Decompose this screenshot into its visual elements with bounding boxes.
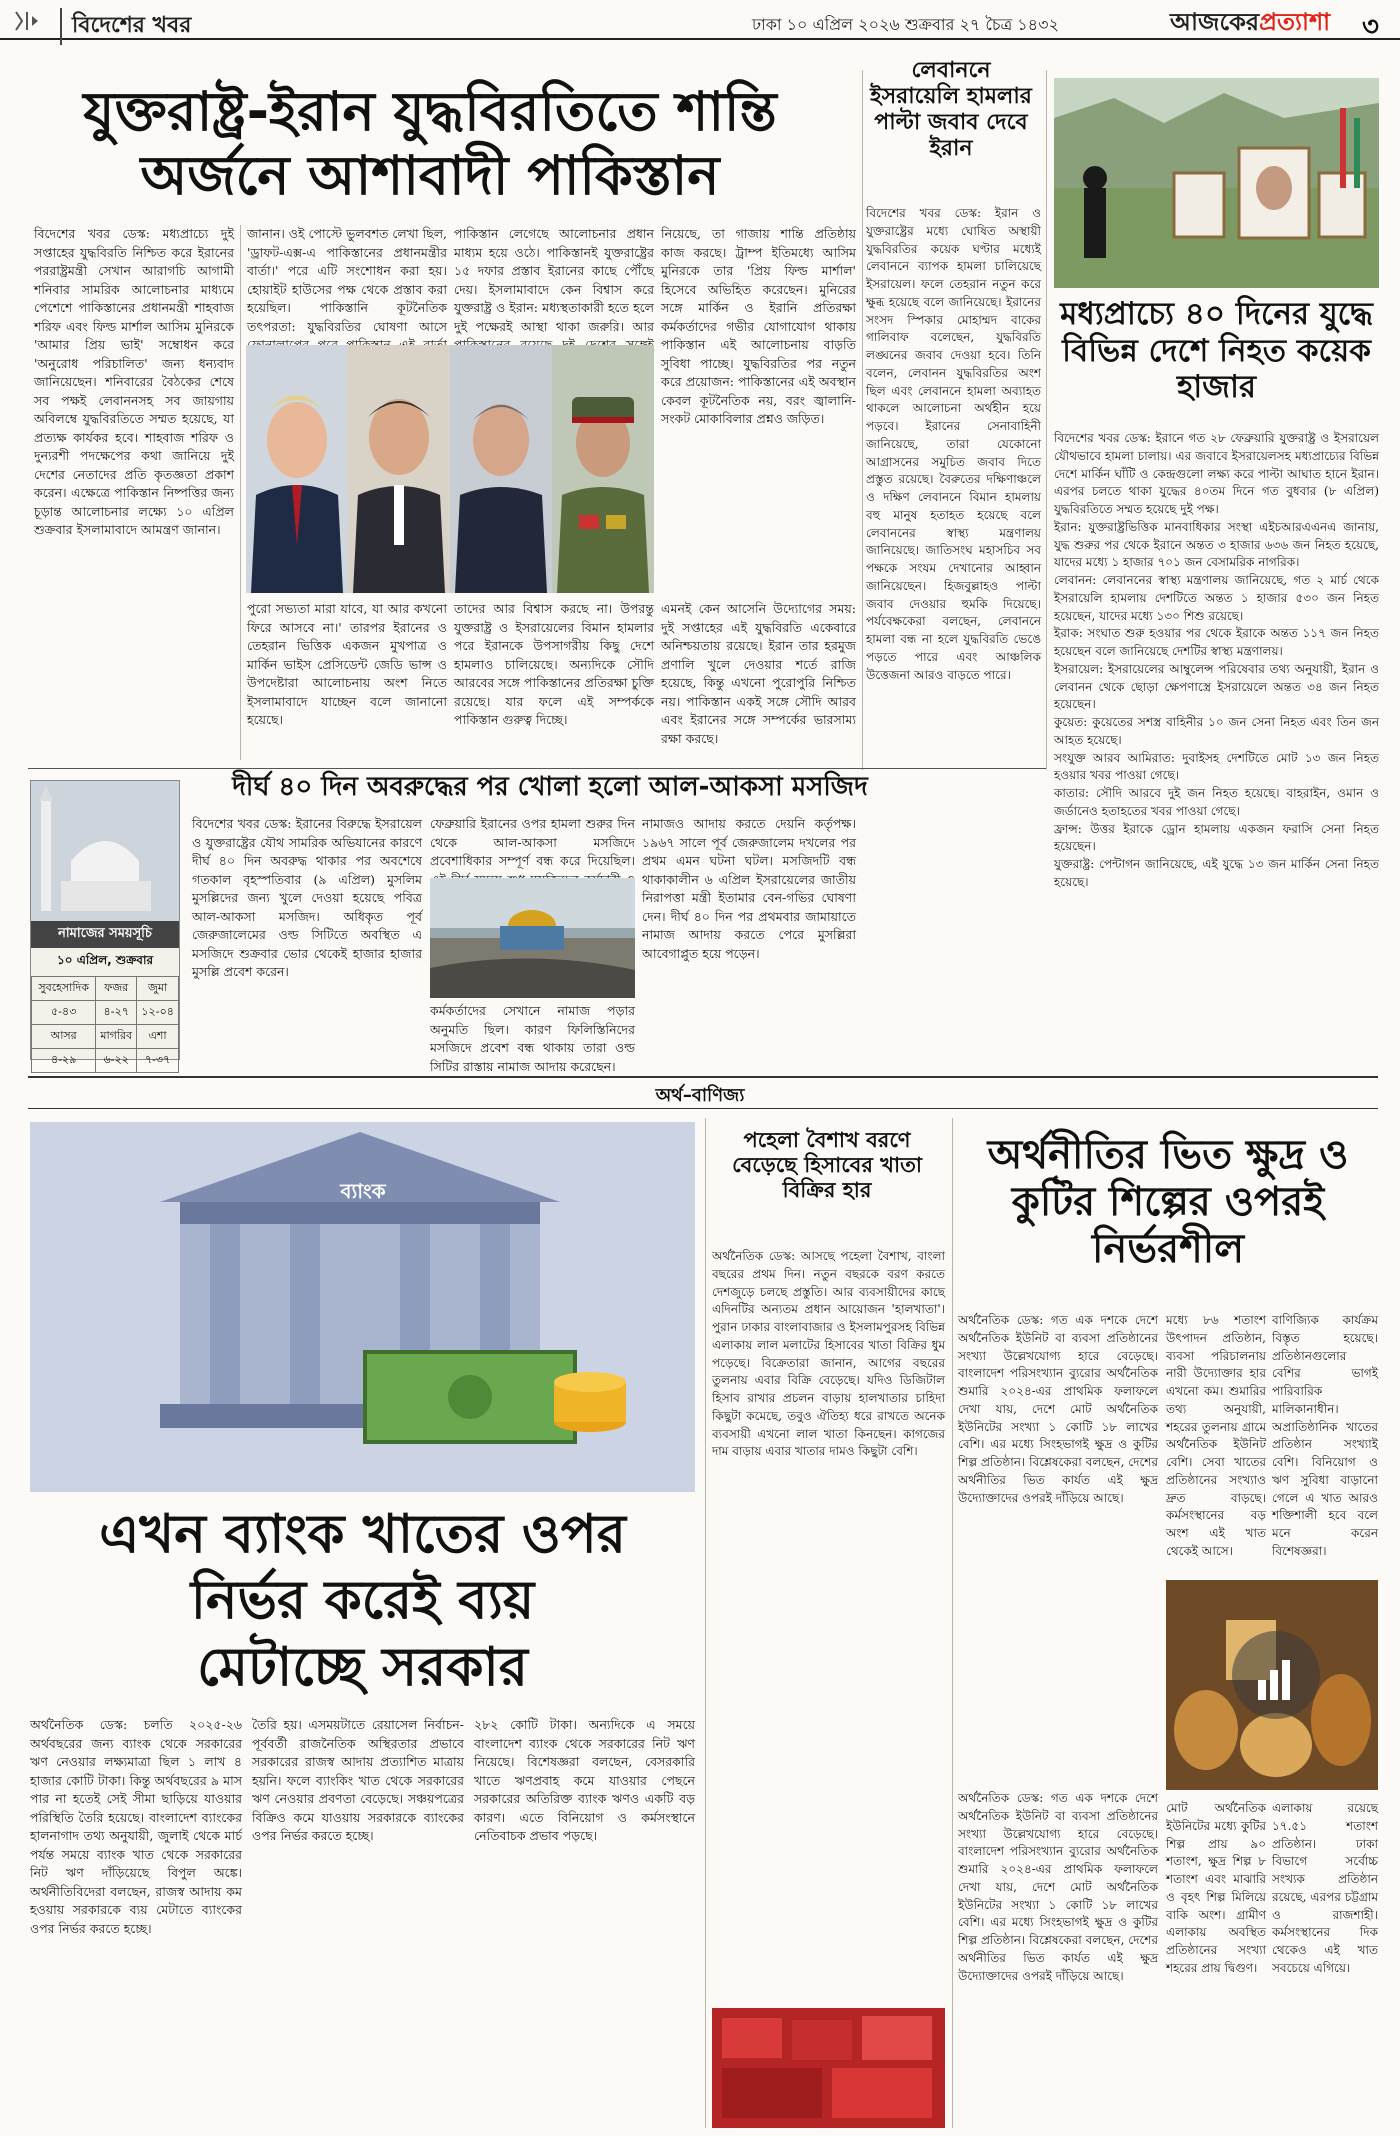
lebanon-headline: লেবাননে ইসরায়েলি হামলার পাল্টা জবাব দেবে ইরান (870, 58, 1032, 161)
prayer-box (30, 780, 180, 1066)
cottage-lower-2: এলাকায় রয়েছে ১৭.৫১ শতাংশ প্রতিষ্ঠান। ঢাকা বিভাগে সর্বোচ্চ সংখ্যক প্রতিষ্ঠান রয়েছে, এরপর চট্টগ্রাম ও রাজশাহী। কর্মসংস্থানের দিক থেকেও এই খাত সবচেয়ে এগিয়ে। (1272, 1801, 1378, 1975)
prayer-title: নামাজের সময়সূচি (31, 921, 179, 948)
ledger-photo (712, 2008, 945, 2128)
war-dead-body (1054, 430, 1379, 1015)
main-col-4: নিয়েছে, তা গাজায় শান্তি প্রতিষ্ঠায় কাজ করছে। ট্রাম্প ইতিমধ্যে আসিম মুনিরকে তার 'প্রিয় ফিল্ড মার্শাল' হিসেবে অভিহিত করেছেন। মুনিরের সঙ্গে মার্কিন ও ইরানি প্রতিরক্ষা কর্মকর্তাদের গভীর যোগাযোগ থাকায় পাকিস্তান এই আলোচনায় বাড়তি সুবিধা পাচ্ছে। যুদ্ধবিরতির পর নতুন করে প্রয়োজন: পাকিস্তানের এই অবস্থান কেবল কূটনৈতিক নয়, বরং জ্বালানি-সংকট মোকাবিলার প্রশ্নও জড়িত। (661, 226, 856, 426)
leaders-photo (246, 345, 654, 593)
cottage-col-3: বাণিজ্যিক কার্যক্রম বিস্তৃত হয়েছে। প্রতিষ্ঠানগুলোর বেশির ভাগই পারিবারিক মালিকানাধীন। অপ্রাতিষ্ঠানিক খাতের প্রতিষ্ঠান সংখ্যাই বেশি। বিনিয়োগ ও ঋণ সুবিধা বাড়ানো গেলে এ খাত আরও শক্তিশালী হবে বলে মনে করেন বিশেষজ্ঞরা। (1272, 1313, 1378, 1558)
economy-section-label: অর্থ–বাণিজ্য (655, 1085, 745, 1106)
aqsa-photo (430, 878, 635, 998)
cottage-col-1: অর্থনৈতিক ডেস্ক: গত এক দশকে দেশে অর্থনৈতিক ইউনিট বা ব্যবসা প্রতিষ্ঠানের সংখ্যা উল্লেখযোগ্য হারে বেড়েছে। বাংলাদেশ পরিসংখ্যান ব্যুরোর অর্থনৈতিক শুমারি ২০২৪-এর প্রাথমিক ফলাফলে দেখা যায়, দেশে মোট অর্থনৈতিক ইউনিটের সংখ্যা ১ কোটি ১৮ লাখের বেশি। এর মধ্যে সিংহভাগই ক্ষুদ্র ও কুটির শিল্প প্রতিষ্ঠান। বিশ্লেষকেরা বলছেন, দেশের অর্থনীতির ভিত কার্যত এই ক্ষুদ্র উদ্যোক্তাদের ওপরই দাঁড়িয়ে আছে। (958, 1313, 1158, 1505)
page-number: ৩ (1362, 12, 1379, 42)
war-dead-line: বিদেশের খবর ডেস্ক: ইরানে গত ২৮ ফেব্রুয়ারি যুক্তরাষ্ট্র ও ইসরায়েল যৌথভাবে হামলা চালায়। এর জবাবে ইসরায়েলসহ মধ্যপ্রাচ্যের বিভিন্ন দেশে মার্কিন ঘাঁটি ও কেন্দ্রগুলো লক্ষ্য করে পাল্টা আঘাত হানে ইরান। এরপর চলতে থাকা যুদ্ধের ৪০তম দিনে গত বুধবার (৮ এপ্রিল) যুদ্ধবিরতিতে সম্মত হয়েছে দুই পক্ষ। (1054, 431, 1379, 516)
war-dead-line: ফ্রান্স: উত্তর ইরাকে ড্রোন হামলায় একজন ফরাসি সেনা নিহত হয়েছেন। (1054, 821, 1379, 854)
lebanon-body: বিদেশের খবর ডেস্ক: ইরান ও যুক্তরাষ্ট্রের মধ্যে ঘোষিত অস্থায়ী যুদ্ধবিরতির কয়েক ঘণ্টার মধ্যেই লেবাননে ব্যাপক হামলা চালিয়েছে ইসরায়েল। ফলে তেহরান নতুন করে ক্ষুব্ধ হয়েছে বলে জানিয়েছে। ইরানের সংসদ স্পিকার মোহাম্মদ বাকের গালিবাফ বলেছেন, যুদ্ধবিরতি লঙ্ঘনের জবাব দেওয়া হবে। তিনি বলেন, লেবানন যুদ্ধবিরতির অংশ ছিল এবং লেবাননে হামলা অব্যাহত থাকলে আলোচনা অর্থহীন হয়ে পড়বে। ইরানের সেনাবাহিনী জানিয়েছে, তারা যেকোনো আগ্রাসনের সমুচিত জবাব দিতে প্রস্তুত রয়েছে। বৈরুতের দক্ষিণাঞ্চলে ও দক্ষিণ লেবাননে বিমান হামলায় বহু মানুষ হতাহত হয়েছে বলে লেবাননের স্বাস্থ্য মন্ত্রণালয় জানিয়েছে। জাতিসংঘ মহাসচিব সব পক্ষকে সংযম দেখানোর আহ্বান জানিয়েছেন। হিজবুল্লাহও পাল্টা জবাব দেওয়ার হুমকি দিয়েছে। পর্যবেক্ষকেরা বলছেন, লেবাননে হামলা বন্ধ না হলে যুদ্ধবিরতি ভেঙে পড়তে পারে এবং আঞ্চলিক উত্তেজনা আরও বাড়তে পারে। (866, 206, 1041, 682)
bank-col-2: তৈরি হয়। এসময়টাতে রেয়াসেল নির্বাচন-পূর্ববর্তী রাজনৈতিক অস্থিরতার প্রভাবে সরকারের রাজস্ব আদায় প্রত্যাশিত মাত্রায় হয়নি। ফলে ব্যাংকিং খাত থেকে সরকারের ঋণ নেওয়ার প্রবণতা বেড়েছে। সঞ্চয়পত্রের বিক্রিও কমে যাওয়ায় সরকারকে ব্যাংকের ওপর নির্ভর করতে হচ্ছে। (252, 1717, 464, 1843)
war-dead-line: যুক্তরাষ্ট্র: পেন্টাগন জানিয়েছে, এই যুদ্ধে ১৩ জন মার্কিন সেনা নিহত হয়েছে। (1054, 857, 1379, 889)
main-lower-col-2: তাদের আর বিশ্বাস করছে না। উপরন্তু যুক্তরাষ্ট্র ও ইসরায়েলের বিমান হামলার পরে ইরানকে উপসাগরীয় কিছু দেশে হামলাও চালিয়েছে। অন্যদিকে সৌদি আরবের সঙ্গে পাকিস্তানের প্রতিরক্ষা চুক্তি রয়েছে। যার ফলে এই সম্পর্ককে পাকিস্তান গুরুত্ব দিচ্ছে। (454, 601, 654, 727)
aqsa-col-3: নামাজও আদায় করতে দেয়নি কর্তৃপক্ষ। ১৯৬৭ সালে পূর্ব জেরুজালেম দখলের পর প্রথম এমন ঘটনা ঘটল। মসজিদটি বন্ধ থাকাকালীন ৬ এপ্রিল ইসরায়েলের জাতীয় নিরাপত্তা মন্ত্রী ইতামার বেন-গভির ঘোষণা দেন। দীর্ঘ ৪০ দিন পর প্রথমবার জামায়াতে নামাজ আদায় করতে পেরে মুসল্লিরা আবেগাপ্লুত হয়ে পড়েন। (642, 816, 856, 961)
boishakh-body: অর্থনৈতিক ডেস্ক: আসছে পহেলা বৈশাখ, বাংলা বছরের প্রথম দিন। নতুন বছরকে বরণ করতে দেশজুড়ে চলছে প্রস্তুতি। আর ব্যবসায়ীদের কাছে এদিনটির অন্যতম প্রধান আয়োজন 'হালখাতা'। পুরান ঢাকার বাংলাবাজার ও ইসলামপুরসহ বিভিন্ন এলাকায় লাল মলাটের হিসাবের খাতা বিক্রির ধুম পড়েছে। বিক্রেতারা জানান, আগের বছরের তুলনায় এবার বিক্রি বেড়েছে। যদিও ডিজিটাল হিসাব রাখার প্রচলন বাড়ায় হালখাতার চাহিদা কিছুটা কমেছে, তবুও ঐতিহ্য ধরে রাখতে অনেক ব্যবসায়ী এখনো লাল খাতা কিনছেন। কাগজের দাম বাড়ায় এবার খাতার দামও কিছুটা বেশি। (712, 1249, 945, 1459)
page-corner-icon (14, 10, 44, 32)
boishakh-headline: পহেলা বৈশাখ বরণে বেড়েছে হিসাবের খাতা বিক্রির হার (732, 1128, 922, 1202)
section-title: বিদেশের খবর (60, 8, 191, 45)
main-col-2: জানান। ওই পোস্টে ভুলবশত লেখা ছিল, 'ড্রাফট-এক্স-এ পাকিস্তানের প্রধানমন্ত্রীর বার্তা।' পরে এটি সংশোধন করা হয়। হোয়াইট হাউসের পক্ষ থেকে প্রস্তাব করা হয়েছিল। পাকিস্তানি কূটনৈতিক তৎপরতা: যুদ্ধবিরতির ঘোষণা আসে (247, 226, 447, 334)
dateline: ঢাকা ১০ এপ্রিল ২০২৬ শুক্রবার ২৭ চৈত্র ১৪৩২ (752, 15, 1059, 34)
cottage-col-2: মধ্যে ৮৬ শতাংশ উৎপাদন প্রতিষ্ঠান, ব্যবসা পরিচালনায় নারী উদ্যোক্তার হার এখনো কম। শুমারির তথ্য অনুযায়ী, শহরের তুলনায় গ্রামে অর্থনৈতিক ইউনিট বেশি। সেবা খাতের প্রতিষ্ঠানের সংখ্যাও দ্রুত বাড়ছে। কর্মসংস্থানের বড় অংশ এই খাত থেকেই আসে। (1166, 1313, 1266, 1558)
main-headline: যুক্তরাষ্ট্র-ইরান যুদ্ধবিরতিতে শান্তি অর্জনে আশাবাদী পাকিস্তান (83, 80, 777, 207)
mosque-icon (31, 781, 179, 921)
main-col-3: পাকিস্তান লেগেছে আলোচনার প্রধান মাধ্যম হয়ে ওঠে। পাকিস্তানই যুক্তরাষ্ট্রের ১৫ দফার প্রস্তাব ইরানের কাছে পৌঁছে দেয়। ইসলামাবাদে কেন বিশ্বাস করে যুক্তরাষ্ট্র ও ইরান: মধ্যস্থতাকারী হতে হলে দুই পক্ষেরই আস্থা থাকা জরুরি। আর (454, 226, 654, 334)
main-lower-col-3: এমনই কেন আসেনি উদ্যোগের সময়: দুই সপ্তাহের এই যুদ্ধবিরতি একেবারে অনিশ্চয়তায় রয়েছে। ইরান তার হরমুজ প্রণালি খুলে দেওয়ার শর্তে রাজি হয়েছে, কিন্তু এখনো পুরোপুরি নিশ্চিত নয়। পাকিস্তান একই সঙ্গে সৌদি আরব এবং ইরানের সঙ্গে সম্পর্কের ভারসাম্য রক্ষা করছে। (661, 601, 856, 746)
cottage-col-1b: অর্থনৈতিক ডেস্ক: গত এক দশকে দেশে অর্থনৈতিক ইউনিট বা ব্যবসা প্রতিষ্ঠানের সংখ্যা উল্লেখযোগ্য হারে বেড়েছে। বাংলাদেশ পরিসংখ্যান ব্যুরোর অর্থনৈতিক শুমারি ২০২৪-এর প্রাথমিক ফলাফলে দেখা যায়, দেশে মোট অর্থনৈতিক ইউনিটের সংখ্যা ১ কোটি ১৮ লাখের বেশি। এর মধ্যে সিংহভাগই ক্ষুদ্র ও কুটির শিল্প প্রতিষ্ঠান। বিশ্লেষকেরা বলছেন, দেশের অর্থনীতির ভিত কার্যত এই ক্ষুদ্র উদ্যোক্তাদের ওপরই দাঁড়িয়ে আছে। (958, 1791, 1158, 1983)
war-dead-line: কাতার: সৌদি আরবে দুই জন নিহত হয়েছে। বাহরাইন, ওমান ও জর্ডানেও হতাহতের খবর পাওয়া গেছে। (1054, 786, 1379, 818)
page-header (0, 0, 1400, 40)
war-dead-line: লেবানন: লেবাননের স্বাস্থ্য মন্ত্রণালয় জানিয়েছে, গত ২ মার্চ থেকে ইসরায়েলি হামলায় দেশটিতে অন্তত ১ হাজার ৫৩০ জন নিহত হয়েছেন, যাদের মধ্যে ১৩০ শিশু রয়েছে। (1054, 573, 1379, 623)
war-dead-line: ইসরায়েল: ইসরায়েলের আম্বুলেন্স পরিষেবার তথ্য অনুযায়ী, ইরান ও লেবানন থেকে ছোড়া ক্ষেপণাস্ত্রে ইসরায়েলে অন্তত ৩৪ জন নিহত হয়েছেন। (1054, 661, 1379, 712)
aqsa-headline: দীর্ঘ ৪০ দিন অবরুদ্ধের পর খোলা হলো আল-আকসা মসজিদ (232, 772, 868, 802)
bank-headline: এখন ব্যাংক খাতের ওপর নির্ভর করেই ব্যয় মেটাচ্ছে সরকার (99, 1504, 626, 1698)
cottage-lower-1: মোট অর্থনৈতিক ইউনিটের মধ্যে কুটির শিল্প প্রায় ৯০ শতাংশ, ক্ষুদ্র শিল্প ৮ শতাংশ এবং মাঝারি ও বৃহৎ শিল্প মিলিয়ে বাকি অংশ। গ্রামীণ এলাকায় অবস্থিত প্রতিষ্ঠানের সংখ্যা শহরের প্রায় দ্বিগুণ। (1166, 1801, 1266, 1975)
aqsa-col-1: বিদেশের খবর ডেস্ক: ইরানের বিরুদ্ধে ইসরায়েল ও যুক্তরাষ্ট্রের যৌথ সামরিক অভিযানের কারণে দীর্ঘ ৪০ দিন অবরুদ্ধ থাকার পর অবশেষে গতকাল বৃহস্পতিবার (৯ এপ্রিল) মুসলিম মুসল্লিদের জন্য খুলে দেওয়া হয়েছে পবিত্র আল-আকসা মসজিদ। অধিকৃত পূর্ব জেরুজালেমের ওল্ড সিটিতে অবস্থিত এ মসজিদে শুক্রবার ভোর থেকেই হাজার হাজার মুসল্লি প্রবেশ করেন। (192, 816, 422, 979)
paper-logo: আজকেরপ্রত্যাশা (1170, 8, 1331, 36)
war-dead-headline: মধ্যপ্রাচ্যে ৪০ দিনের যুদ্ধে বিভিন্ন দেশে নিহত কয়েক হাজার (1060, 296, 1373, 406)
war-dead-line: কুয়েত: কুয়েতের সশস্ত্র বাহিনীর ১০ জন সেনা নিহত এবং তিন জন আহত হয়েছে। (1054, 715, 1379, 747)
prayer-table: সুবহেসাদিক ফজর জুমা ৫-৪৩ ৪-২৭ ১২-০৪ আসর মাগরিব এশা ৪-২৯ ৬-২২ ৭-৩৭ (31, 976, 179, 1073)
cottage-headline: অর্থনীতির ভিত ক্ষুদ্র ও কুটির শিল্পের ওপরই নির্ভরশীল (987, 1132, 1349, 1273)
aqsa-lower: কর্মকর্তাদের সেখানে নামাজ পড়ার অনুমতি ছিল। কারণ ফিলিস্তিনিদের মসজিদে প্রবেশ বন্ধ থাকায় তারা ওল্ড সিটির রাস্তায় নামাজ আদায় করেছেন। (430, 1003, 635, 1074)
bank-illustration (30, 1122, 695, 1492)
war-dead-line: ইরান: যুক্তরাষ্ট্রভিত্তিক মানবাধিকার সংস্থা এইচআরএএনএ জানায়, যুদ্ধ শুরুর পর থেকে ইরানে অন্তত ৩ হাজার ৬৩৬ জন নিহত হয়েছে, যাদের মধ্যে ১ হাজার ৭০১ জন বেসামরিক নাগরিক। (1054, 519, 1379, 570)
war-dead-line: সংযুক্ত আরব আমিরাত: দুবাইসহ দেশটিতে মোট ১৩ জন নিহত হওয়ার খবর পাওয়া গেছে। (1054, 750, 1379, 783)
crafts-photo (1166, 1580, 1378, 1790)
main-col-1: বিদেশের খবর ডেস্ক: মধ্যপ্রাচ্যে দুই সপ্তাহের যুদ্ধবিরতি নিশ্চিত করে ইরানের পররাষ্ট্রমন্ত্রী সেখান আরাগচি আগামী শনিবার সামরিক আলোচনার মাধ্যমে পেশেশে পাকিস্তানের প্রধানমন্ত্রী শাহবাজ শরিফ এবং ফিল্ড মার্শাল আসিম মুনিরকে 'আমার প্রিয় ভাই' সম্বোধন করে 'অনুরোধ পরিচালিত' জন্য ধন্যবাদ জানিয়েছেন। শনিবারের বৈঠকের শেষে সব পক্ষই লেবাননসহ সব জায়গায় অবিলম্বে যুদ্ধবিরতিতে সম্মত হয়েছে, যা প্রত্যক্ষ কার্যকর হবে। শাহবাজ শরিফ ও দুন্যরশী পদক্ষেপের কথা জানিয়ে দুই দেশের নেতাদের প্রতি কৃতজ্ঞতা প্রকাশ করেন। এক্ষেত্রে পাকিস্তান নিষ্পত্তির জন্য চূড়ান্ত আলোচনার লক্ষ্যে ১০ এপ্রিল শুক্রবার ইসলামাবাদে আমন্ত্রণ জানান। (34, 226, 234, 537)
bank-col-1: অর্থনৈতিক ডেস্ক: চলতি ২০২৫-২৬ অর্থবছরের জন্য ব্যাংক থেকে সরকারের ঋণ নেওয়ার লক্ষ্যমাত্রা ছিল ১ লাখ ৪ হাজার কোটি টাকা। কিন্তু অর্থবছরের ৯ মাস পার না হতেই সেই সীমা ছাড়িয়ে যাওয়ার পরিস্থিতি তৈরি হয়েছে। বাংলাদেশ ব্যাংকের হালনাগাদ তথ্য অনুযায়ী, জুলাই থেকে মার্চ পর্যন্ত সময়ে ব্যাংক খাত থেকে সরকারের নিট ঋণ দাঁড়িয়েছে বিপুল অঙ্কে। অর্থনীতিবিদেরা বলছেন, রাজস্ব আদায় কম হওয়ায় সরকারকে ব্যয় মেটাতে ব্যাংকের ওপর নির্ভর করতে হচ্ছে। (30, 1717, 242, 1936)
war-dead-line: ইরাক: সংঘাত শুরু হওয়ার পর থেকে ইরাকে অন্তত ১১৭ জন নিহত হয়েছেন বলে জানিয়েছে দেশটির স্বাস্থ্য মন্ত্রণালয়। (1054, 626, 1379, 658)
memorial-photo (1054, 78, 1379, 288)
bank-sign: ব্যাংক (340, 1179, 386, 1203)
bank-col-3: ২৮২ কোটি টাকা। অন্যদিকে এ সময়ে বাংলাদেশ ব্যাংক থেকে সরকারের নিট ঋণ নিয়েছে। বিশেষজ্ঞরা বলছেন, বেসরকারি খাতে ঋণপ্রবাহ কমে যাওয়ার পেছনে সরকারের অতিরিক্ত ব্যাংক ঋণও একটি বড় কারণ। এতে বিনিয়োগ ও কর্মসংস্থানে নেতিবাচক প্রভাব পড়ছে। (474, 1717, 695, 1843)
aqsa-col-2: ফেব্রুয়ারি ইরানের ওপর হামলা শুরুর দিন থেকে আল-আকসা মসজিদে প্রবেশাধিকার সম্পূর্ণ বন্ধ করে দিয়েছিল। (430, 816, 635, 868)
prayer-date: ১০ এপ্রিল, শুক্রবার (56, 953, 154, 967)
main-lower-col-1: পুরো সভ্যতা মারা যাবে, যা আর কখনো ফিরে আসবে না।' তারপর ইরানের ও তেহরান ভিত্তিক একজন মুখপাত্র ও মার্কিন ভাইস প্রেসিডেন্ট জেডি ভান্স ও উপদেষ্টারা আলোচনায় অংশ নিতে ইসলামাবাদে যাচ্ছেন বলে জানানো হয়েছে। (247, 601, 447, 727)
